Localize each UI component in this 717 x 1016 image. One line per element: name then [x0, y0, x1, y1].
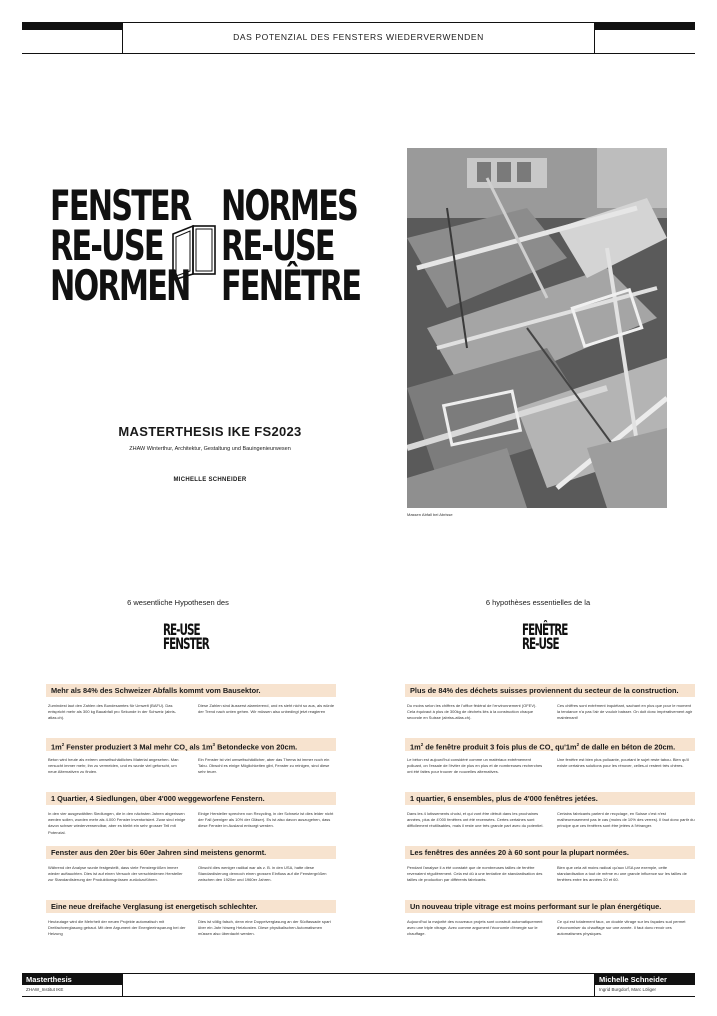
demolition-photo: [407, 148, 667, 508]
hypothesis-headline: [405, 738, 695, 751]
hypothesis-text: Ce qui est totalement faux, un double vitrage sur les façades sud permet d'économiser du chauffage sur une année. Il faut donc revoir ces automatismes physiques.: [557, 919, 686, 937]
headline-part: de fenêtre produit 3 fois plus de CO: [423, 742, 551, 751]
hypothesis-text: Pendant l'analyse il a été constaté que de nombreuses tailles de fenêtre revenaient régulièrement. Cela est dû à une tentative de standardisation des tailles de production par différents fabricants.: [407, 865, 543, 883]
header-line-top: [122, 22, 595, 23]
wordmark-left-line: RE-USE: [50, 221, 163, 270]
headline-sub: 2: [184, 747, 188, 751]
wordmark-right: [221, 181, 361, 310]
hypothesis-text: Du moins selon les chiffres de l'office fédéral de l'environnement (OFEV). Cela équivaut à plus de 300kg de déchets liés à la construction chaque seconde en Suisse (abriss-atlas.ch).: [407, 703, 537, 721]
wordmark-left-line: FENSTER: [50, 181, 191, 230]
headline-part: 1m: [410, 742, 421, 751]
hypothesis-headline: Fenster aus den 20er bis 60er Jahren sind meistens genormt.: [46, 846, 336, 859]
hypothesis-fr-1: [405, 684, 695, 722]
hypothesis-text: Certains fabricants parlent de recyclage, en Suisse c'est n'est malheureusement pas le cas (moins de 10% des verres). Il faut donc partir du principe que ces fenêtres sont être jetées à l'étranger.: [557, 811, 695, 829]
hypothesis-headline: Eine neue dreifache Verglasung ist energetisch schlechter.: [46, 900, 336, 913]
header-title: DAS POTENZIAL DES FENSTERS WIEDERVERWENDEN: [233, 32, 484, 42]
hypothesis-text: Dies ist völlig falsch, denn eine Doppelverglasung an der Südfassade spart über ein Jahr hinweg Heizkosten. Diese physikalischen Automatismen müssen also überdacht werden.: [198, 919, 331, 937]
footer-institute: ZHAW_Institut IKE: [26, 987, 64, 992]
headline-sup: 2: [576, 742, 580, 747]
hypothesis-headline: Plus de 84% des déchets suisses proviennent du secteur de la construction.: [405, 684, 695, 697]
hypothesis-fr-2: [405, 738, 695, 776]
header-bar: [22, 22, 695, 54]
wordmark-right-line: RE-USE: [221, 221, 334, 270]
hypothesis-fr-5: [405, 900, 695, 938]
headline-sup: 2: [420, 742, 424, 747]
headline-part: qu'1m: [553, 742, 577, 751]
hypothesis-text: Beton wird heute als extrem umweltschädliches Material angesehen. Man versucht immer mehr, ihn zu vermeiden, und es wurde viel geforscht, um neue Alternativen zu finden.: [48, 757, 179, 775]
hypothesis-text: Obwohl dies weniger radikal war als z. B. in den USA, hatte diese Standardisierung dennoch einen grossen Einfluss auf die Fenstergrößen zwischen den 1920er und 1960er Jahren.: [198, 865, 327, 883]
hypothesis-de-3: [46, 792, 336, 836]
footer-bar: [22, 973, 695, 997]
hypothesis-headline: Les fenêtres des années 20 à 60 sont pour la plupart normées.: [405, 846, 695, 859]
headline-sub: 2: [550, 747, 554, 751]
window-icon: [169, 222, 219, 282]
headline-sup: 3: [212, 742, 216, 747]
hypothesis-text: Aujourd'hui la majorité des nouveaux projets sont construit automatiquement avec une triple vitrage. Avec comme argument l'économie d'énergie sur le chauffage.: [407, 919, 543, 937]
hypothesis-fr-3: [405, 792, 695, 830]
mark-line: FENSTER: [163, 634, 209, 653]
headline-part: Betondecke von 20cm.: [215, 742, 298, 751]
hypothesis-headline: 1 quartier, 6 ensembles, plus de 4'000 fenêtres jetées.: [405, 792, 695, 805]
hypothesis-text: Zumindest laut den Zahlen des Bundesamtes für Umwelt (BAFU). Das entspricht mehr als 300 kg Bauabfall pro Sekunde in der Schweiz (abris-atlas.ch).: [48, 703, 177, 721]
hypothesis-fr-4: [405, 846, 695, 884]
header-block-left: [22, 22, 122, 30]
footer-supervisors: Ingrid Burgdorf, Marc Löliger: [599, 987, 657, 992]
header-block-right: [595, 22, 695, 30]
hypothesis-de-4: [46, 846, 336, 884]
fenetre-reuse-mark: [522, 620, 568, 653]
hypothesis-text: Ein Fenster ist viel umweltschädlicher, aber das Thema ist immer noch ein Tabu. Obwohl es einige Möglichkeiten gibt, Fenster zu reinigen, sind diese sehr teuer.: [198, 757, 330, 775]
wordmark-right-line: FENÊTRE: [221, 261, 361, 310]
hypothesis-headline: Mehr als 84% des Schweizer Abfalls kommt vom Bausektor.: [46, 684, 336, 697]
thesis-author: MICHELLE SCHNEIDER: [173, 477, 247, 483]
hypotheses-heading-de: 6 wesentliche Hypothesen des: [127, 598, 229, 607]
hypothesis-text: Dans les 4 lotissements choisi, et qui vont être détruit dans les prochaines années, plus de 4'000 fenêtres ont été recensées. Certes certaines sont difficilement réutilisables, mais il reste une très grande part avec du potentiel.: [407, 811, 544, 829]
headline-sup: 2: [61, 742, 65, 747]
hypothesis-text: Diese Zahlen sind äusserst alarmierend, und es sieht nicht so aus, als würde der Trend nach unten gehen. Wir müssen also unbedingt jetzt reagieren: [198, 703, 335, 715]
hypothesis-text: In den vier ausgewählten Siedlungen, die in den nächsten Jahren abgerissen werden sollen, wurden mehr als 4.000 Fenster inventorisiert. Zwar sind einige davon schwer wiederverwendbar, aber es bleibt ein sehr grosser Teil mit Potenzial.: [48, 811, 186, 835]
hypothesis-de-2: [46, 738, 336, 776]
headline-part: de dalle en béton de 20cm.: [579, 742, 676, 751]
hypothesis-headline: [46, 738, 336, 751]
hypothesis-text: Einige Hersteller sprechen von Recycling, in der Schweiz ist dies leider nicht der Fall (weniger als 10% der Gläser). Es ist also davon auszugehen, dass diese Fenster im Ausland entsorgt werden.: [198, 811, 334, 829]
hypothesis-text: Une fenêtre est bien plus polluante, pourtant le sujet reste tabou. Bien qu'il existe certaines solutions pour les rénover, celles-ci restent très chères.: [557, 757, 689, 769]
hypothesis-headline: 1 Quartier, 4 Siedlungen, über 4'000 weggeworfene Fenstern.: [46, 792, 336, 805]
thesis-subtitle: ZHAW Winterthur, Architektur, Gestaltung und Bauingenieurwesen: [129, 446, 291, 452]
hypothesis-text: Bien que cela ait moins radical qu'aux USA par exemple, cette standardisation a tout de même eu une grande influence sur les tailles de fenêtres entre les années 20 et 60.: [557, 865, 687, 883]
mark-line: RE-USE: [522, 634, 559, 653]
hypothesis-text: Le béton est aujourd'hui considéré comme un matériaux extrêmement polluant, on l'essaie de l'éviter de plus en plus et de nombreuses recherches ont été faites pour trouver de nouvelles alternatives.: [407, 757, 543, 775]
headline-part: 1m: [51, 742, 62, 751]
reuse-fenster-mark: [163, 620, 209, 653]
wordmark-right-line: NORMES: [221, 181, 358, 230]
headline-part: als 1m: [187, 742, 213, 751]
footer-divider: [122, 973, 123, 997]
hypothesis-de-1: [46, 684, 336, 722]
hypothesis-text: Während der Analyse wurde festgestellt, dass viele Fenstergrößen immer wieder auftauchten. Dies ist auf einen Versuch der verschiedenen Hersteller zur Standardisierung der Produktionsgrössen zurückzuführen.: [48, 865, 183, 883]
wordmark-left-line: NORMEN: [50, 261, 190, 310]
hypotheses-heading-fr: 6 hypothèses essentielles de la: [485, 598, 591, 607]
hypothesis-de-5: [46, 900, 336, 938]
thesis-title: MASTERTHESIS IKE FS2023: [118, 424, 302, 439]
hypothesis-text: Ces chiffres sont extrêment inquiétant, sachant en plus que pour le moment la tendance n'a pas l'air de vouloir baisser. On doit donc impérativement agir maintenant!: [557, 703, 693, 721]
footer-title-right: Michelle Schneider: [595, 973, 695, 985]
hypothesis-text: Heutzutage wird die Mehrheit der neuen Projekte automatisch mit Dreifachverglasung gebaut. Mit dem Argument der Energieeinsparung bei der Heizung: [48, 919, 186, 937]
footer-title-left: Masterthesis: [22, 973, 122, 985]
hypothesis-headline: Un nouveau triple vitrage est moins performant sur le plan énergétique.: [405, 900, 695, 913]
photo-caption: Massen Abfall bei Abrisse: [407, 512, 453, 517]
mark-line: RE-USE: [163, 620, 200, 639]
mark-line: FENÊTRE: [522, 620, 568, 639]
headline-part: Fenster produziert 3 Mal mehr CO: [64, 742, 185, 751]
